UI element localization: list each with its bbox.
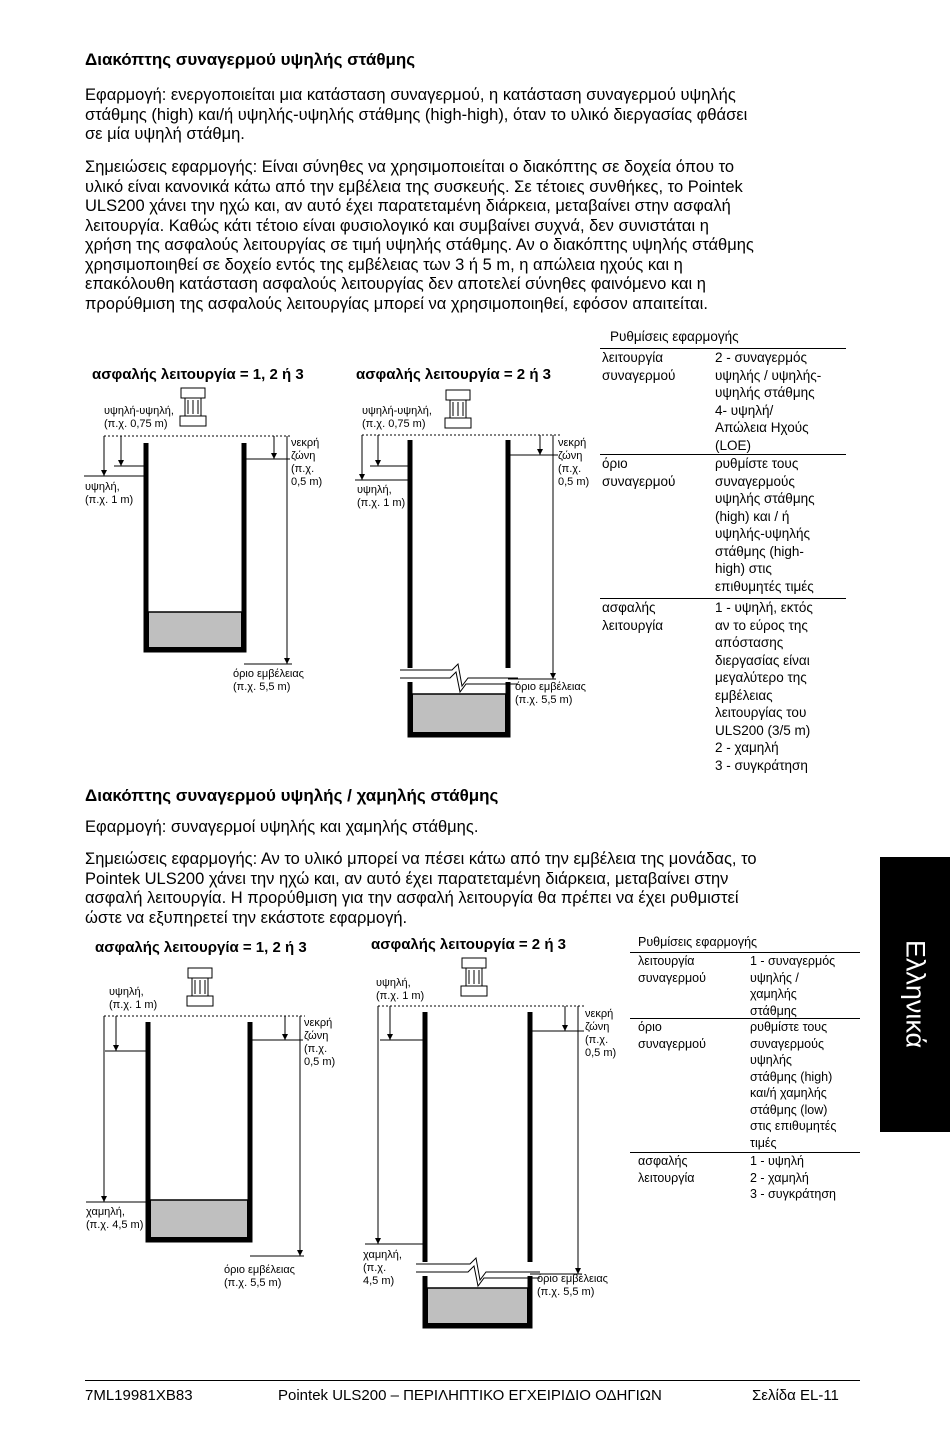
text-line: στάθμης (high) και/ή υψηλής-υψηλής στάθμης (high-high), όταν το υλικό διεργασίας φθάσει (85, 105, 748, 124)
text-line: λειτουργία. Καθώς κάτι τέτοιο είναι φυσιολογικό και συμβαίνει συχνά, δεν συνιστάται η (85, 216, 709, 235)
language-label: Ελληνικά (900, 939, 931, 1049)
label-dead-zone: νεκρή ζώνη (π.χ. 0,5 m) (291, 437, 323, 488)
table-cell-value: 2 - συναγερμός υψηλής / υψηλής- υψηλής στάθμης 4- υψηλή/ Απώλεια Ηχούς (LOE) (715, 350, 822, 453)
table-cell-param: ασφαλής λειτουργία (638, 1154, 695, 1185)
label-range-limit: όριο εμβέλειας (π.χ. 5,5 m) (515, 681, 586, 706)
diagram-title: ασφαλής λειτουργία = 2 ή 3 (371, 936, 566, 953)
table-cell-param: λειτουργία συναγερμού (602, 350, 676, 383)
text-line: υλικό είναι κανονικά κάτω από την εμβέλεια της συσκευής. Σε τέτοιες συνθήκες, το Pointek (85, 177, 743, 196)
label-range-limit: όριο εμβέλειας (π.χ. 5,5 m) (224, 1264, 295, 1289)
label-low: χαμηλή, (π.χ. 4,5 m) (86, 1206, 144, 1231)
label-dead-zone: νεκρή ζώνη (π.χ. 0,5 m) (558, 437, 590, 488)
table-row (630, 952, 860, 1019)
text-line: Σημειώσεις εφαρμογής: Αν το υλικό μπορεί να πέσει κάτω από την εμβέλεια της μονάδας, το (85, 850, 757, 868)
table-cell-param: όριο συναγερμού (638, 1020, 706, 1051)
section-title: Διακόπτης συναγερμού υψηλής / χαμηλής στάθμης (85, 786, 499, 805)
label-range-limit: όριο εμβέλειας (π.χ. 5,5 m) (233, 668, 304, 693)
label-high: υψηλή, (π.χ. 1 m) (109, 986, 158, 1011)
footer-page-number: Σελίδα EL-11 (752, 1387, 839, 1404)
label-high: υψηλή, (π.χ. 1 m) (357, 484, 406, 509)
diagram-title: ασφαλής λειτουργία = 2 ή 3 (356, 366, 551, 383)
sensor-icon (461, 958, 487, 996)
text-line: ασφαλή λειτουργία. Η προρύθμιση για την ασφαλή λειτουργία θα πρέπει να έχει ρυθμιστεί (85, 889, 739, 907)
text-line: επακόλουθη κατάσταση ασφαλούς λειτουργίας δεν αποτελεί σύνηθες φαινόμενο και η (85, 275, 706, 293)
table-cell-param: όριο συναγερμού (602, 456, 676, 489)
text-line: χρήση της ασφαλούς λειτουργίας σε τιμή υψηλής στάθμης. Αν ο διακόπτης υψηλής στάθμης (85, 236, 754, 254)
table-cell-value: 1 - υψηλή, εκτός αν το εύρος της απόστασης διεργασίας είναι μεγαλύτερο της εμβέλειας λειτουργίας του ULS200 (3/5 m) 2 - χαμηλή 3 - συγκράτηση (715, 600, 813, 773)
table-row (630, 1152, 860, 1203)
table-cell-param: ασφαλής λειτουργία (602, 600, 664, 633)
table-row (630, 1018, 860, 1153)
label-range-limit: όριο εμβέλειας (π.χ. 5,5 m) (537, 1273, 608, 1298)
text-line: προρύθμιση της ασφαλούς λειτουργίας μπορεί να χρησιμοποιηθεί, εφόσον απαιτείται. (85, 294, 708, 313)
table-cell-param: λειτουργία συναγερμού (638, 954, 706, 985)
label-high-high: υψηλή-υψηλή, (π.χ. 0,75 m) (362, 405, 432, 430)
text-line: χρησιμοποιηθεί σε δοχείο εντός της εμβέλειας των 3 ή 5 m, η απώλεια ηχούς και η (85, 255, 683, 274)
label-high: υψηλή, (π.χ. 1 m) (85, 481, 134, 506)
label-dead-zone: νεκρή ζώνη (π.χ. 0,5 m) (585, 1008, 617, 1059)
table-cell-value: 1 - συναγερμός υψηλής / χαμηλής στάθμης (750, 954, 836, 1018)
table-cell-value: 1 - υψηλή 2 - χαμηλή 3 - συγκράτηση (750, 1154, 837, 1201)
footer-doc-id: 7ML19981XB83 (85, 1387, 193, 1404)
settings-table-title: Ρυθμίσεις εφαρμογής (610, 329, 739, 344)
label-low: χαμηλή, (π.χ. 4,5 m) (363, 1249, 402, 1287)
label-high: υψηλή, (π.χ. 1 m) (376, 977, 425, 1002)
footer-rule (85, 1380, 860, 1381)
application-paragraph: Εφαρμογή: συναγερμοί υψηλής και χαμηλής στάθμης. (85, 818, 479, 836)
diagram-title: ασφαλής λειτουργία = 1, 2 ή 3 (95, 939, 307, 956)
settings-table (630, 952, 860, 1202)
footer-title: Pointek ULS200 – ΠΕΡΙΛΗΠΤΙΚΟ ΕΓΧΕΙΡΙΔΙΟ ΟΔΗΓΙΩΝ (278, 1387, 662, 1404)
label-dead-zone: νεκρή ζώνη (π.χ. 0,5 m) (304, 1017, 336, 1068)
text-line: ULS200 χάνει την ηχώ και, αν αυτό έχει παρατεταμένη διάρκεια, μεταβαίνει στην ασφαλή (85, 197, 731, 215)
section-title: Διακόπτης συναγερμού υψηλής στάθμης (85, 50, 416, 69)
text-line: σε μία υψηλή στάθμη. (85, 125, 245, 143)
label-high-high: υψηλή-υψηλή, (π.χ. 0,75 m) (104, 405, 174, 430)
table-cell-value: ρυθμίστε τους συναγερμούς υψηλής στάθμης (high) και/ή χαμηλής στάθμης (low) στις επιθυμητές τιμές (750, 1020, 837, 1150)
text-line: Pointek ULS200 χάνει την ηχώ και, αν αυτό έχει παρατεταμένη διάρκεια, μεταβαίνει στην (85, 869, 729, 888)
text-line: ώστε να εξυπηρετεί την εκάστοτε εφαρμογή. (85, 908, 408, 927)
diagram-title: ασφαλής λειτουργία = 1, 2 ή 3 (92, 366, 304, 383)
text-line: Εφαρμογή: ενεργοποιείται μια κατάσταση συναγερμού, η κατάσταση συναγερμού υψηλής (85, 86, 736, 104)
text-line: Σημειώσεις εφαρμογής: Είναι σύνηθες να χρησιμοποιείται ο διακόπτης σε δοχεία όπου το (85, 158, 735, 176)
settings-table-title: Ρυθμίσεις εφαρμογής (638, 935, 758, 949)
language-side-tab (880, 857, 950, 1132)
table-cell-value: ρυθμίστε τους συναγερμούς υψηλής στάθμης (high) και / ή υψηλής-υψηλής στάθμης (high- high) στις επιθυμητές τιμές (715, 456, 815, 594)
